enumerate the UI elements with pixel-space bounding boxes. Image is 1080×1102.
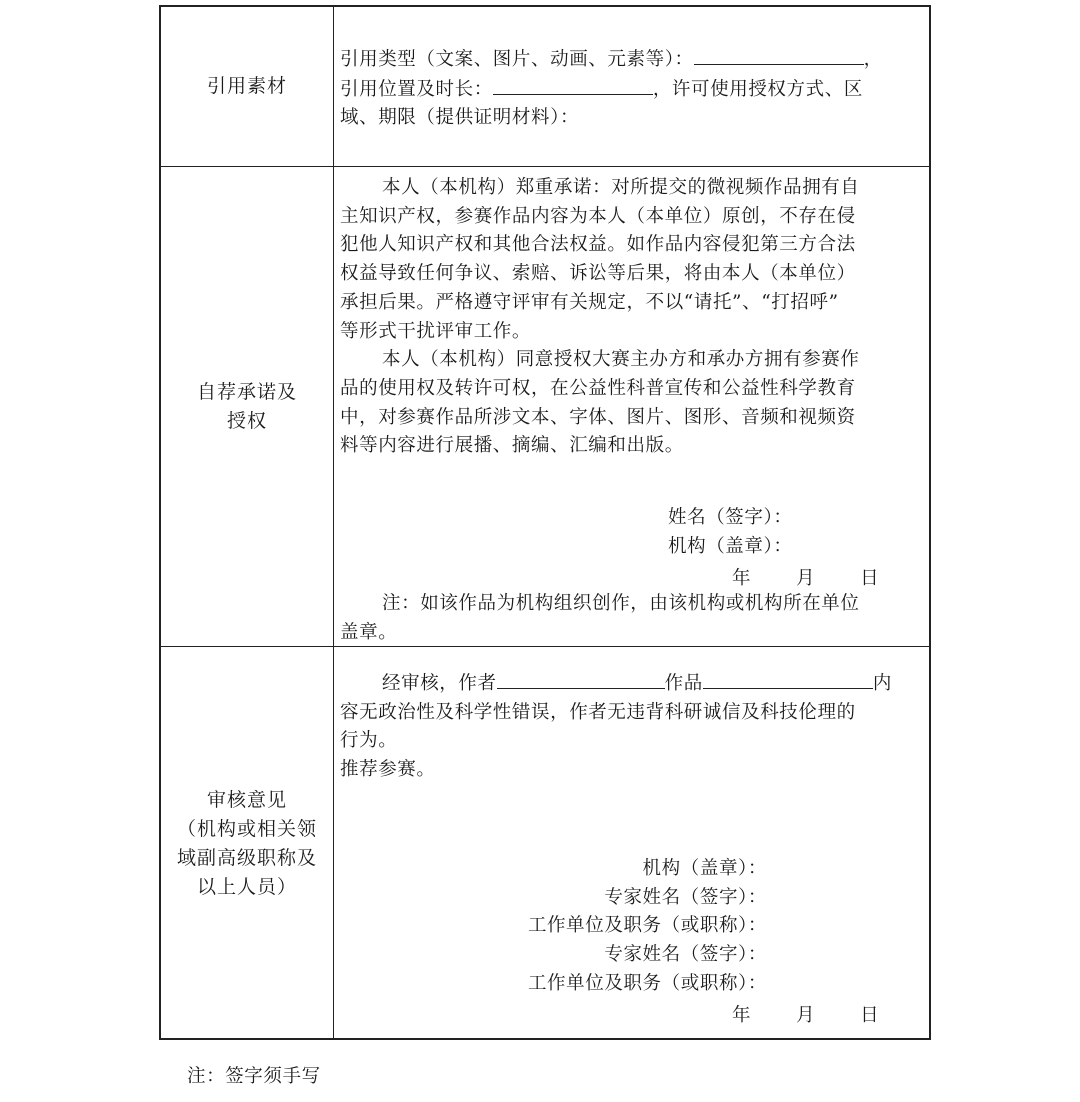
- note-line: 盖章。: [340, 621, 398, 643]
- review-text-line: 容无政治性及科学性错误，作者无违背科研诚信及科技伦理的: [340, 701, 856, 723]
- content-cell-commitment: [334, 167, 929, 646]
- review-line-end: 内: [872, 673, 892, 694]
- row-review-opinion: [161, 647, 929, 1040]
- review-date: [732, 1001, 879, 1027]
- review-author-label: 经审核，作者: [382, 673, 497, 694]
- commitment-para1-line: 权益导致任何争议、索赔、诉讼等后果，将由本人（本单位）: [340, 263, 856, 285]
- review-text-line: 行为。: [340, 730, 398, 752]
- label-line: 域副高级职称及: [176, 846, 317, 869]
- label-line: 审核意见: [206, 788, 287, 811]
- commitment-para1-line: 等形式干扰评审工作。: [340, 320, 532, 342]
- material-license-line: 域、期限（提供证明材料）：: [340, 107, 580, 129]
- expert-unit-title-field[interactable]: 工作单位及职务（或职称）：: [527, 915, 767, 937]
- commitment-para2-line: 料等内容进行展播、摘编、汇编和出版。: [340, 435, 684, 457]
- material-type-line: [340, 45, 915, 75]
- commitment-para1-line: 主知识产权，参赛作品内容为本人（本单位）原创，不存在侵: [340, 205, 856, 227]
- row-label: [177, 786, 317, 902]
- date-year: 年: [732, 568, 752, 589]
- material-position-blank[interactable]: [493, 75, 653, 95]
- entry-form-table: [159, 5, 931, 1040]
- material-type-label: 引用类型（文案、图片、动画、元素等）：: [340, 49, 694, 70]
- commitment-signature-block: [668, 504, 792, 561]
- row-label: 引用素材: [206, 75, 287, 97]
- commitment-date: [732, 564, 879, 590]
- label-cell-review: [161, 647, 334, 1040]
- date-month: 月: [796, 568, 816, 589]
- signature-name-field[interactable]: 姓名（签字）：: [668, 507, 793, 528]
- work-blank[interactable]: [703, 669, 873, 689]
- signature-org-field[interactable]: 机构（盖章）：: [668, 535, 793, 557]
- row-cited-material: [161, 7, 929, 167]
- content-cell-review: [334, 647, 929, 1040]
- material-position-label: 引用位置及时长：: [340, 78, 493, 100]
- commitment-para2-line: 品的使用权及转许可权，在公益性科普宣传和公益性科学教育: [340, 377, 856, 399]
- content-cell-cited-material: [334, 7, 929, 166]
- commitment-para1-line: 本人（本机构）郑重承诺：对所提交的微视频作品拥有自: [382, 177, 860, 198]
- expert-name-field[interactable]: 专家姓名（签字）：: [604, 886, 767, 908]
- row-commitment: [161, 167, 929, 647]
- review-org-stamp-field[interactable]: 机构（盖章）：: [642, 858, 767, 879]
- material-type-blank[interactable]: [694, 45, 864, 65]
- material-position-line: [340, 75, 915, 105]
- label-line: 授权: [226, 409, 267, 432]
- review-author-line: [340, 669, 915, 699]
- author-blank[interactable]: [497, 669, 665, 689]
- date-day: 日: [860, 1005, 880, 1026]
- expert-unit-title-field[interactable]: 工作单位及职务（或职称）：: [527, 972, 767, 994]
- label-line: 以上人员）: [196, 875, 297, 898]
- expert-name-field[interactable]: 专家姓名（签字）：: [604, 944, 767, 966]
- material-type-end: ，: [863, 49, 883, 70]
- row-label: [197, 378, 297, 436]
- material-position-end: ，许可使用授权方式、区: [652, 78, 863, 100]
- commitment-note: [340, 590, 860, 647]
- note-line: 注：如该作品为机构组织创作，由该机构或机构所在单位: [382, 593, 860, 614]
- commitment-para2-line: 中，对参赛作品所涉文本、字体、图片、图形、音频和视频资: [340, 406, 856, 428]
- label-cell-cited-material: [161, 7, 334, 166]
- commitment-para1-line: 承担后果。严格遵守评审有关规定，不以“请托”、“打招呼”: [340, 291, 839, 313]
- commitment-para1-line: 犯他人知识产权和其他合法权益。如作品内容侵犯第三方合法: [340, 234, 856, 256]
- footnote-handwritten-signature: 注：签字须手写: [187, 1066, 321, 1087]
- date-year: 年: [732, 1005, 752, 1026]
- review-signature-block: [528, 855, 767, 999]
- review-work-label: 作品: [664, 673, 703, 694]
- label-line: 自荐承诺及: [196, 380, 297, 403]
- label-cell-commitment: [161, 167, 334, 646]
- date-day: 日: [860, 568, 880, 589]
- label-line: （机构或相关领: [176, 817, 317, 840]
- review-recommend-line: 推荐参赛。: [340, 759, 436, 781]
- date-month: 月: [796, 1005, 816, 1026]
- commitment-para2-line: 本人（本机构）同意授权大赛主办方和承办方拥有参赛作: [382, 349, 860, 371]
